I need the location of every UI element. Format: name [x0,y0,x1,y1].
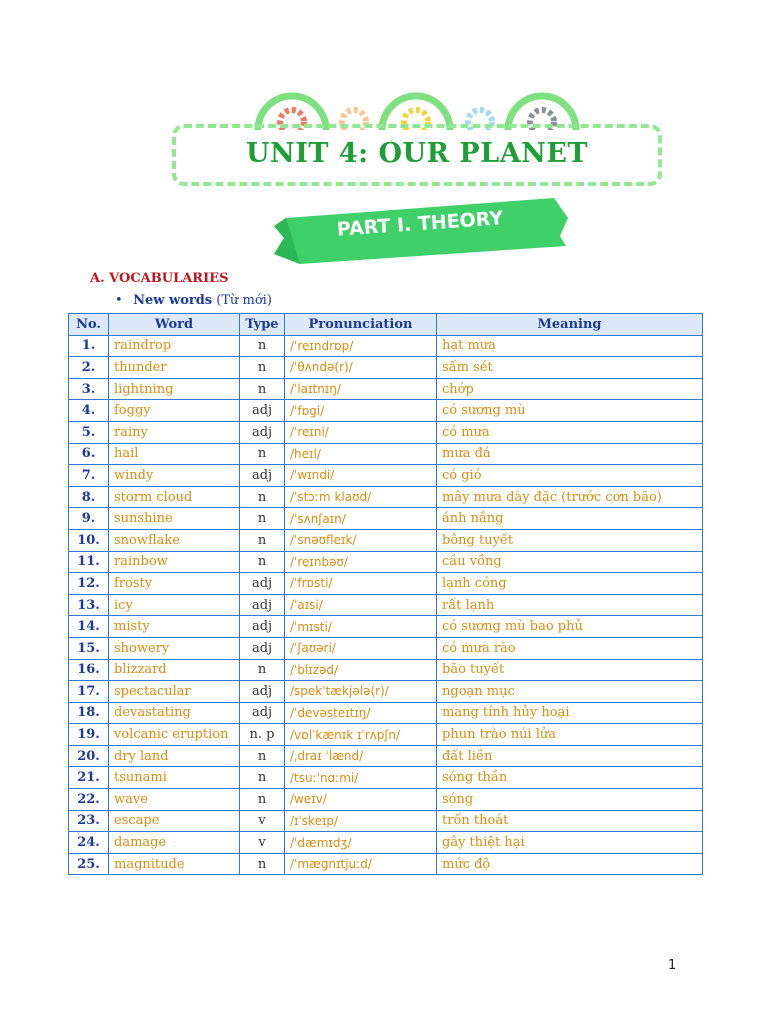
cell-pronunciation: /ˈθʌndə(r)/ [285,357,437,379]
cell-meaning: lạnh cóng [437,573,703,595]
cell-no: 25. [69,853,109,875]
table-row [69,789,703,811]
cell-meaning: trốn thoát [437,810,703,832]
cell-word: hail [109,443,240,465]
table-row [69,551,703,573]
cell-word: windy [109,465,240,487]
cell-no: 12. [69,573,109,595]
cell-no: 1. [69,335,109,357]
cell-word: rainbow [109,551,240,573]
cell-type: n [240,508,285,530]
cell-word: tsunami [109,767,240,789]
table-row [69,378,703,400]
page-number: 1 [668,958,677,973]
cell-word: dry land [109,745,240,767]
table-row [69,335,703,357]
cell-meaning: rất lạnh [437,594,703,616]
cell-pronunciation: /heɪl/ [285,443,437,465]
cell-type: n [240,335,285,357]
table-row [69,486,703,508]
cell-word: blizzard [109,659,240,681]
cell-type: adj [240,465,285,487]
bullet-translation: (Từ mới) [216,293,272,308]
table-row [69,681,703,703]
part-title: PART I. THEORY [336,207,504,241]
cell-word: showery [109,637,240,659]
section-heading: A. VOCABULARIES [90,271,229,286]
new-words-bullet [115,293,272,308]
table-body [69,335,703,875]
cell-meaning: bông tuyết [437,529,703,551]
bullet-icon: • [115,293,123,308]
cell-no: 5. [69,421,109,443]
cell-meaning: hạt mưa [437,335,703,357]
cell-word: volcanic eruption [109,724,240,746]
cell-meaning: mưa đá [437,443,703,465]
cell-type: adj [240,681,285,703]
cell-pronunciation: /vɒlˈkænɪk ɪˈrʌpʃn/ [285,724,437,746]
cell-pronunciation: /ˈmɪsti/ [285,616,437,638]
cell-meaning: có mưa rào [437,637,703,659]
cell-type: n [240,551,285,573]
cell-pronunciation: /ˈaɪsi/ [285,594,437,616]
table-row [69,745,703,767]
cell-no: 18. [69,702,109,724]
cell-meaning: có mưa [437,421,703,443]
header-pronunciation: Pronunciation [285,314,437,336]
cell-word: spectacular [109,681,240,703]
cell-no: 8. [69,486,109,508]
cell-type: adj [240,400,285,422]
table-row [69,529,703,551]
cell-word: snowflake [109,529,240,551]
cell-no: 13. [69,594,109,616]
cell-no: 4. [69,400,109,422]
cell-type: v [240,832,285,854]
cell-word: devastating [109,702,240,724]
cell-type: adj [240,594,285,616]
cell-pronunciation: /ɪˈskeɪp/ [285,810,437,832]
cell-meaning: sấm sét [437,357,703,379]
bullet-label: New words [133,293,213,308]
table-row [69,724,703,746]
cell-meaning: có gió [437,465,703,487]
cell-pronunciation: /ˈlaɪtnɪŋ/ [285,378,437,400]
cell-meaning: mây mưa dày đặc (trước cơn bão) [437,486,703,508]
cell-type: n [240,745,285,767]
cell-pronunciation: /ˈsʌnʃaɪn/ [285,508,437,530]
cell-type: n [240,767,285,789]
cell-word: escape [109,810,240,832]
cell-pronunciation: /ˈstɔːm klaʊd/ [285,486,437,508]
table-row [69,637,703,659]
cell-word: rainy [109,421,240,443]
cell-meaning: ánh nắng [437,508,703,530]
table-row [69,443,703,465]
cell-pronunciation: /ˈreɪndrɒp/ [285,335,437,357]
cell-word: thunder [109,357,240,379]
cell-word: raindrop [109,335,240,357]
cell-type: n. p [240,724,285,746]
unit-title: UNIT 4: OUR PLANET [246,138,588,169]
cell-no: 6. [69,443,109,465]
vocabulary-table [68,313,703,875]
cell-no: 23. [69,810,109,832]
cell-no: 20. [69,745,109,767]
table-header-row [69,314,703,336]
cell-meaning: ngoạn mục [437,681,703,703]
cell-word: lightning [109,378,240,400]
cell-word: storm cloud [109,486,240,508]
header-type: Type [240,314,285,336]
cell-meaning: bão tuyết [437,659,703,681]
cell-word: frosty [109,573,240,595]
cell-word: magnitude [109,853,240,875]
cell-no: 19. [69,724,109,746]
table-row [69,357,703,379]
table-row [69,853,703,875]
cell-no: 14. [69,616,109,638]
cell-pronunciation: /ˈwɪndi/ [285,465,437,487]
cell-type: n [240,378,285,400]
table-row [69,832,703,854]
cell-word: icy [109,594,240,616]
table-row [69,594,703,616]
cell-meaning: có sương mù [437,400,703,422]
cell-meaning: gây thiệt hại [437,832,703,854]
cell-no: 15. [69,637,109,659]
cell-no: 11. [69,551,109,573]
cell-pronunciation: /weɪv/ [285,789,437,811]
cell-word: misty [109,616,240,638]
header-word: Word [109,314,240,336]
cell-meaning: chớp [437,378,703,400]
cell-no: 22. [69,789,109,811]
cell-type: adj [240,637,285,659]
cell-type: n [240,853,285,875]
cell-meaning: sóng thần [437,767,703,789]
cell-pronunciation: /ˈdæmɪdʒ/ [285,832,437,854]
cell-meaning: mang tính hủy hoại [437,702,703,724]
cell-type: n [240,659,285,681]
cell-type: adj [240,421,285,443]
cell-pronunciation: /ˈfɒgi/ [285,400,437,422]
cell-no: 16. [69,659,109,681]
cell-pronunciation: /tsuːˈnɑːmi/ [285,767,437,789]
cell-type: adj [240,702,285,724]
cell-type: adj [240,616,285,638]
cell-pronunciation: /ˈʃaʊəri/ [285,637,437,659]
cell-type: n [240,529,285,551]
cell-no: 3. [69,378,109,400]
cell-meaning: phun trào núi lửa [437,724,703,746]
cell-pronunciation: /spekˈtækjələ(r)/ [285,681,437,703]
cell-meaning: có sương mù bao phủ [437,616,703,638]
cell-no: 9. [69,508,109,530]
cell-type: adj [240,573,285,595]
header-no: No. [69,314,109,336]
cell-pronunciation: /ˈblɪzəd/ [285,659,437,681]
cell-type: n [240,486,285,508]
cell-no: 17. [69,681,109,703]
table-row [69,465,703,487]
cell-pronunciation: /ˌdraɪ ˈlænd/ [285,745,437,767]
cell-type: v [240,810,285,832]
cell-pronunciation: /ˈdevəsteɪtɪŋ/ [285,702,437,724]
cell-pronunciation: /ˈreɪni/ [285,421,437,443]
cell-meaning: cầu vồng [437,551,703,573]
cell-type: n [240,443,285,465]
cell-meaning: mức độ [437,853,703,875]
cell-no: 10. [69,529,109,551]
cell-type: n [240,789,285,811]
table-row [69,810,703,832]
title-box [172,124,662,186]
cell-pronunciation: /ˈsnəʊfleɪk/ [285,529,437,551]
cell-no: 7. [69,465,109,487]
cell-word: foggy [109,400,240,422]
table-row [69,616,703,638]
table-row [69,421,703,443]
cell-no: 24. [69,832,109,854]
cell-meaning: đất liền [437,745,703,767]
table-row [69,659,703,681]
cell-pronunciation: /ˈmægnɪtjuːd/ [285,853,437,875]
cell-pronunciation: /ˈfrɒsti/ [285,573,437,595]
table-row [69,400,703,422]
table-row [69,702,703,724]
cell-word: wave [109,789,240,811]
cell-no: 21. [69,767,109,789]
header-meaning: Meaning [437,314,703,336]
table-row [69,767,703,789]
table-row [69,508,703,530]
table-row [69,573,703,595]
cell-word: damage [109,832,240,854]
cell-pronunciation: /ˈreɪnbəʊ/ [285,551,437,573]
cell-type: n [240,357,285,379]
cell-word: sunshine [109,508,240,530]
cell-no: 2. [69,357,109,379]
cell-meaning: sóng [437,789,703,811]
